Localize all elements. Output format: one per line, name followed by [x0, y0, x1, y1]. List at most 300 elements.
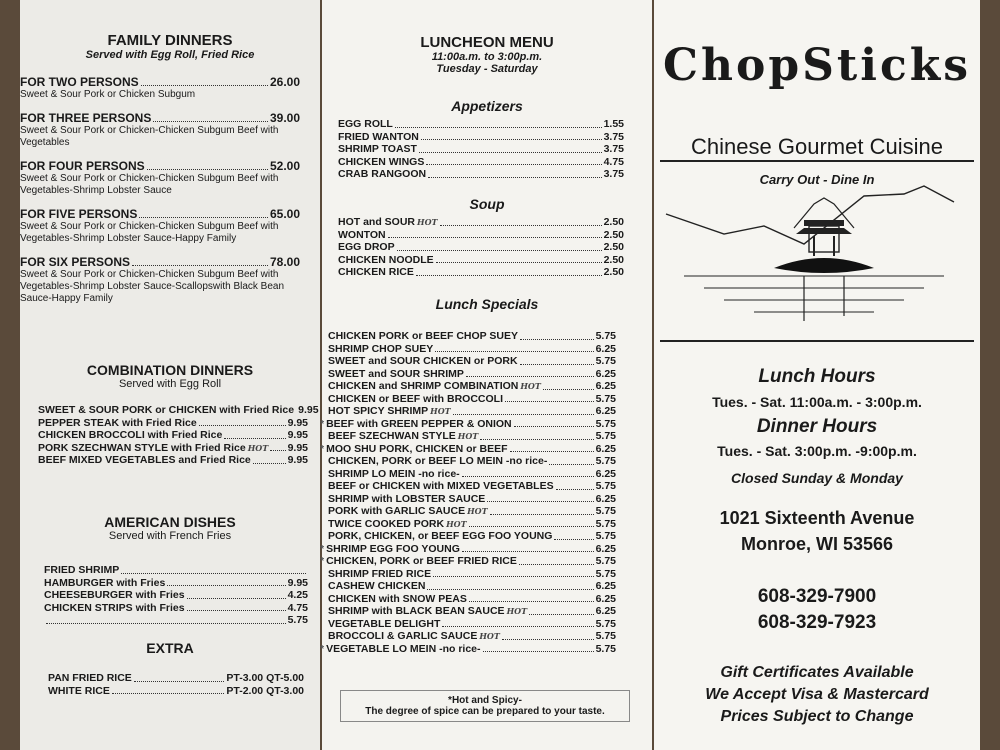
combination-dinners-section	[20, 362, 320, 467]
menu-item	[20, 111, 300, 149]
menu-item	[328, 468, 616, 481]
dot-leader	[141, 75, 268, 86]
menu-item	[48, 685, 304, 698]
menu-item-name: CHEESEBURGER with Fries	[44, 589, 185, 601]
dot-leader	[121, 564, 306, 574]
menu-item-price: 5.75	[595, 430, 616, 442]
menu-item-price: 2.50	[603, 266, 624, 278]
menu-item-price: 26.00	[269, 75, 300, 89]
dot-leader	[480, 430, 593, 440]
menu-item	[328, 430, 616, 443]
menu-item	[20, 207, 300, 245]
hot-mark: HOT	[479, 631, 500, 641]
hot-mark: HOT	[247, 442, 269, 453]
menu-item-name: SHRIMP with BLACK BEAN SAUCE	[328, 605, 505, 617]
menu-item	[328, 355, 616, 368]
address-city: Monroe, WI 53566	[740, 534, 894, 554]
dot-leader	[440, 216, 602, 226]
menu-item	[338, 229, 624, 242]
menu-item-row	[328, 343, 616, 356]
menu-item-price: 6.25	[595, 542, 616, 555]
menu-item-description: Sweet & Sour Pork or Chicken-Chicken Subgum Beef with Vegetables-Shrimp Lobster Sauce-Happy Family	[20, 221, 279, 244]
menu-item-price: 39.00	[269, 111, 300, 125]
menu-item-description: Sweet & Sour Pork or Chicken-Chicken Subgum Beef with Vegetables-Shrimp Lobster Sauce	[20, 173, 279, 196]
menu-item-row	[328, 618, 616, 631]
menu-item-name: CRAB RANGOON	[338, 168, 427, 180]
dot-leader	[428, 168, 601, 178]
menu-item-name: SHRIMP EGG FOO YOUNG	[326, 542, 460, 555]
menu-item-row	[338, 216, 624, 229]
luncheon-title: LUNCHEON MENU	[420, 34, 554, 51]
family-dinners-section	[20, 32, 320, 315]
extra-list	[48, 672, 304, 697]
menu-item-name: CHICKEN or BEEF with BROCCOLI	[328, 392, 503, 405]
menu-item-name: SWEET and SOUR SHRIMP	[328, 367, 464, 380]
menu-item	[38, 404, 319, 417]
menu-item	[38, 454, 308, 467]
menu-item-row	[320, 542, 616, 556]
menu-item	[338, 131, 624, 144]
lunch-hours-time: Tues. - Sat. 11:00a.m. - 3:00p.m.	[712, 394, 922, 410]
spicy-star: *	[320, 642, 325, 655]
menu-item-row	[44, 589, 308, 602]
dot-leader	[529, 605, 594, 615]
dot-leader	[519, 555, 594, 565]
menu-item-row	[38, 404, 319, 417]
menu-item	[320, 642, 616, 656]
menu-item-row	[20, 159, 300, 173]
dot-leader	[134, 672, 225, 682]
menu-item-price: 2.50	[603, 216, 624, 228]
menu-item-name: BROCCOLI & GARLIC SAUCE	[328, 630, 478, 642]
menu-item-price: 9.95	[287, 416, 308, 429]
dot-leader	[395, 118, 602, 128]
chopsticks-logo: ChopSticks	[663, 40, 971, 91]
menu-item-row	[328, 630, 616, 643]
menu-item	[44, 602, 308, 615]
service-type: Carry Out - Dine In	[759, 172, 875, 187]
menu-item-row	[328, 580, 616, 593]
menu-item	[320, 542, 616, 556]
menu-item-price: 5.75	[595, 567, 616, 580]
dot-leader	[505, 393, 594, 403]
menu-item-price: 5.75	[595, 617, 616, 630]
menu-item	[44, 577, 308, 590]
menu-item-price: 3.75	[603, 130, 624, 143]
menu-item	[338, 241, 624, 254]
menu-item-row	[320, 442, 616, 456]
menu-item-name: CHICKEN PORK or BEEF CHOP SUEY	[328, 330, 518, 342]
american-dishes-section	[20, 514, 320, 627]
menu-item-name: HOT and SOUR	[338, 216, 416, 228]
dot-leader	[153, 111, 268, 122]
menu-item-price: 2.50	[603, 253, 624, 266]
dot-leader	[487, 493, 593, 503]
dot-leader	[469, 593, 594, 603]
menu-item-row	[328, 368, 616, 381]
spicy-star: *	[320, 442, 325, 455]
menu-item	[328, 505, 616, 518]
menu-item-row	[338, 118, 624, 131]
menu-item	[328, 368, 616, 381]
hot-mark: HOT	[457, 431, 479, 441]
dot-leader	[224, 429, 285, 439]
menu-item-row	[20, 111, 300, 125]
menu-item-name: EGG ROLL	[338, 118, 393, 130]
menu-item-name: BEEF with GREEN PEPPER & ONION	[326, 417, 512, 430]
menu-item-row	[328, 605, 616, 618]
menu-item-price: 1.55	[603, 118, 624, 130]
menu-item-price: 5.75	[595, 530, 616, 542]
lunch-specials-list	[320, 330, 616, 655]
dot-leader	[453, 405, 594, 415]
menu-item-name: PORK, CHICKEN, or BEEF EGG FOO YOUNG	[328, 530, 553, 542]
dot-leader	[167, 577, 285, 587]
menu-item-row	[38, 417, 308, 430]
dot-leader	[543, 380, 594, 390]
combination-dinners-subtitle: Served with Egg Roll	[118, 378, 222, 390]
menu-item-name: BEEF SZECHWAN STYLE	[328, 430, 456, 442]
lunch-hours-title: Lunch Hours	[758, 366, 876, 387]
menu-item-price: 5.75	[595, 555, 616, 567]
menu-item-price: 65.00	[269, 207, 300, 221]
menu-item-name: FOR FIVE PERSONS	[20, 207, 138, 221]
menu-item-row	[328, 380, 616, 393]
menu-item	[328, 568, 616, 581]
dot-leader	[549, 455, 593, 465]
dinner-hours-time: Tues. - Sat. 3:00p.m. -9:00p.m.	[717, 443, 917, 459]
menu-item-name: CASHEW CHICKEN	[328, 580, 426, 592]
dot-leader	[435, 343, 593, 353]
menu-item	[328, 455, 616, 468]
menu-item-price: 5.75	[595, 480, 616, 492]
closed-days: Closed Sunday & Monday	[731, 470, 903, 486]
menu-item-price: 5.75	[595, 517, 616, 530]
dot-leader	[442, 618, 593, 628]
address-street: 1021 Sixteenth Avenue	[719, 508, 915, 528]
dot-leader	[187, 589, 286, 599]
phone-2: 608-329-7923	[757, 612, 877, 633]
menu-item	[328, 630, 616, 643]
menu-item	[328, 605, 616, 618]
menu-item	[328, 493, 616, 506]
dot-leader	[187, 602, 286, 612]
menu-item-name: WONTON	[338, 228, 386, 241]
dot-leader	[253, 454, 286, 464]
dot-leader	[419, 143, 602, 153]
appetizers-title: Appetizers	[451, 98, 523, 114]
menu-item-price: 4.75	[287, 601, 308, 614]
dot-leader	[436, 254, 602, 264]
menu-item	[338, 266, 624, 279]
dot-leader	[520, 355, 594, 365]
menu-item-name: HAMBURGER with Fries	[44, 576, 166, 589]
hot-mark: HOT	[417, 217, 438, 227]
menu-item-row	[328, 405, 616, 418]
menu-item	[328, 343, 616, 356]
spice-note-box	[340, 690, 630, 722]
menu-item-row	[328, 518, 616, 531]
menu-item-row	[44, 564, 308, 577]
menu-item	[338, 168, 624, 181]
menu-item	[338, 216, 624, 229]
hot-mark: HOT	[506, 606, 528, 616]
menu-item-description: Sweet & Sour Pork or Chicken Subgum	[20, 89, 196, 100]
menu-item	[328, 393, 616, 406]
soup-title: Soup	[469, 196, 505, 212]
menu-item	[328, 593, 616, 606]
dot-leader	[421, 131, 602, 141]
spicy-star: *	[320, 417, 325, 430]
menu-item-price: 2.50	[603, 241, 624, 253]
menu-item-name: BEEF MIXED VEGETABLES and Fried Rice	[38, 454, 251, 466]
menu-item-price: 9.95	[287, 429, 308, 441]
dot-leader	[483, 643, 594, 653]
menu-item	[328, 580, 616, 593]
spice-note-line2: The degree of spice can be prepared to your taste.	[365, 706, 605, 717]
menu-item	[20, 75, 300, 101]
menu-item-name: PAN FRIED RICE	[48, 672, 132, 684]
menu-item	[320, 442, 616, 456]
menu-item-name: SWEET and SOUR CHICKEN or PORK	[328, 355, 518, 367]
american-dishes-subtitle: Served with French Fries	[108, 530, 232, 542]
menu-item-row	[44, 577, 308, 590]
family-dinners-subtitle: Served with Egg Roll, Fried Rice	[85, 49, 255, 61]
menu-item-price: 5.75	[595, 330, 616, 342]
menu-item-name: VEGETABLE LO MEIN -no rice-	[326, 642, 481, 655]
menu-item-row	[328, 568, 616, 581]
menu-item-row	[320, 417, 616, 431]
hot-mark: HOT	[520, 381, 541, 391]
dot-leader	[199, 417, 286, 427]
menu-item-price: 6.25	[595, 405, 616, 417]
dot-leader	[426, 156, 601, 166]
menu-item-row	[20, 207, 300, 221]
family-dinners-list	[20, 75, 300, 305]
menu-item-name: SHRIMP CHOP SUEY	[328, 342, 434, 355]
menu-item-row	[328, 330, 616, 343]
menu-item-row	[48, 672, 304, 685]
menu-item-name: PORK with GARLIC SAUCE	[328, 505, 466, 517]
menu-item	[48, 672, 304, 685]
menu-item-price: 5.75	[595, 355, 616, 367]
menu-item-row	[338, 168, 624, 181]
dot-leader	[556, 480, 594, 490]
menu-item	[320, 417, 616, 431]
spicy-star: *	[320, 555, 325, 567]
lunch-specials-section	[322, 296, 652, 655]
divider-bottom	[660, 340, 974, 342]
hot-mark: HOT	[446, 518, 467, 529]
menu-item-row	[328, 480, 616, 493]
menu-item-price: 2.50	[603, 228, 624, 241]
dot-leader	[510, 443, 594, 453]
menu-item-row	[320, 642, 616, 656]
menu-item	[38, 442, 308, 455]
menu-item	[38, 417, 308, 430]
menu-item-price: 6.25	[595, 380, 616, 392]
menu-item	[44, 589, 308, 602]
menu-item-description: Sweet & Sour Pork or Chicken-Chicken Subgum Beef with Vegetables	[20, 125, 279, 148]
menu-item-price: 6.25	[595, 342, 616, 355]
dot-leader	[462, 543, 594, 553]
menu-item-price: 5.75	[595, 642, 616, 655]
menu-item-name: MOO SHU PORK, CHICKEN or BEEF	[326, 442, 508, 455]
menu-item-row	[328, 355, 616, 368]
spice-note-line1: *Hot and Spicy-	[448, 695, 522, 706]
dot-leader	[469, 518, 594, 528]
menu-item-price: 4.25	[287, 589, 308, 601]
appetizers-section	[322, 98, 652, 181]
menu-item	[328, 380, 616, 393]
menu-item-name: FOR THREE PERSONS	[20, 111, 152, 125]
menu-item-price: 52.00	[269, 159, 300, 173]
menu-item-row	[38, 429, 308, 442]
extra-title: EXTRA	[146, 640, 194, 656]
menu-item	[328, 530, 616, 543]
menu-item-price: PT-2.00 QT-3.00	[226, 684, 304, 697]
menu-item-name: FOR FOUR PERSONS	[20, 159, 145, 173]
menu-item-price: 6.25	[595, 367, 616, 380]
menu-item	[328, 518, 616, 531]
dot-leader	[554, 530, 593, 540]
menu-item-name: CHICKEN, PORK or BEEF FRIED RICE	[326, 555, 517, 567]
menu-item	[338, 254, 624, 267]
menu-item-row	[328, 430, 616, 443]
menu-item-row	[44, 602, 308, 615]
menu-item-name: CHICKEN STRIPS with Fries	[44, 601, 185, 614]
menu-item-price: PT-3.00 QT-5.00	[226, 672, 304, 684]
dot-leader	[462, 468, 594, 478]
menu-item-name: CHICKEN BROCCOLI with Fried Rice	[38, 429, 223, 441]
menu-item-row	[20, 255, 300, 269]
appetizers-list	[338, 118, 624, 181]
dot-leader	[270, 442, 285, 452]
dot-leader	[46, 614, 286, 624]
menu-item	[38, 429, 308, 442]
menu-item-name: FRIED SHRIMP	[44, 564, 120, 576]
dot-leader	[112, 685, 225, 695]
menu-item	[320, 555, 616, 568]
menu-item-name: CHICKEN RICE	[338, 266, 414, 278]
menu-item-description: Sweet & Sour Pork or Chicken-Chicken Subgum Beef with Vegetables-Shrimp Lobster Sauce-Scallopswith Black Bean Sauce-Happy Family	[20, 269, 285, 304]
dot-leader	[416, 266, 602, 276]
menu-item	[338, 143, 624, 156]
menu-item	[328, 330, 616, 343]
menu-item-name: CHICKEN, PORK or BEEF LO MEIN -no rice-	[328, 455, 548, 467]
menu-item-row	[338, 229, 624, 242]
menu-item-price: 5.75	[595, 417, 616, 430]
menu-item	[20, 159, 300, 197]
menu-item-price: 3.75	[603, 143, 624, 155]
menu-item	[44, 614, 308, 627]
luncheon-header	[322, 34, 652, 75]
pagoda-illustration	[664, 176, 964, 326]
footer-cards: We Accept Visa & Mastercard	[705, 686, 929, 703]
dot-leader	[397, 241, 602, 251]
menu-item-price: 3.75	[603, 168, 624, 180]
menu-item-name: BEEF or CHICKEN with MIXED VEGETABLES	[328, 480, 554, 492]
menu-item-name: FOR TWO PERSONS	[20, 75, 139, 89]
menu-item-row	[320, 555, 616, 568]
menu-item-row	[38, 442, 308, 455]
menu-item-name: FOR SIX PERSONS	[20, 255, 131, 269]
soup-list	[338, 216, 624, 279]
menu-item-row	[328, 468, 616, 481]
menu-item-row	[38, 454, 308, 467]
menu-item-name: WHITE RICE	[48, 684, 110, 697]
menu-item	[338, 156, 624, 169]
menu-item-price: 6.25	[595, 492, 616, 505]
luncheon-hours: 11:00a.m. to 3:00p.m.	[431, 51, 543, 63]
menu-item-price: 6.25	[595, 467, 616, 480]
menu-item	[328, 405, 616, 418]
footer-gift-certificates: Gift Certificates Available	[720, 664, 914, 681]
divider-top	[660, 160, 974, 162]
menu-item-name: CHICKEN NOODLE	[338, 253, 434, 266]
menu-item-row	[44, 614, 308, 627]
phone-1: 608-329-7900	[757, 586, 877, 607]
menu-item-name: SWEET & SOUR PORK or CHICKEN with Fried Rice	[38, 404, 295, 416]
dot-leader	[520, 330, 594, 340]
menu-item-name: TWICE COOKED PORK	[328, 517, 445, 530]
menu-item-row	[338, 241, 624, 254]
dot-leader	[139, 207, 268, 218]
dot-leader	[466, 368, 594, 378]
menu-item-name: HOT SPICY SHRIMP	[328, 405, 429, 417]
spicy-star: *	[320, 542, 325, 555]
brand-tagline: Chinese Gourmet Cuisine	[691, 134, 943, 159]
dot-leader	[147, 159, 268, 170]
menu-item-name: FRIED WANTON	[338, 130, 419, 143]
menu-item-price: 5.75	[595, 455, 616, 467]
menu-item-name: SHRIMP with LOBSTER SAUCE	[328, 492, 486, 505]
menu-item-row	[328, 493, 616, 506]
menu-item-name: SHRIMP TOAST	[338, 143, 417, 155]
menu-item-price: 5.75	[595, 630, 616, 642]
lunch-specials-title: Lunch Specials	[435, 296, 539, 312]
dot-leader	[427, 580, 593, 590]
menu-item-price: 9.95	[298, 404, 319, 416]
menu-item-price: 5.75	[595, 505, 616, 517]
dot-leader	[388, 229, 602, 239]
dot-leader	[502, 630, 594, 640]
menu-item-price: 6.25	[595, 580, 616, 592]
menu-item-row	[48, 685, 304, 698]
combination-dinners-list	[38, 404, 319, 467]
menu-item-price: 5.75	[287, 614, 308, 626]
menu-item-price: 6.25	[595, 442, 616, 455]
left-menu-panel	[20, 0, 320, 750]
menu-item-name: CHICKEN and SHRIMP COMBINATION	[328, 380, 519, 392]
menu-item-name: PORK SZECHWAN STYLE with Fried Rice	[38, 441, 246, 454]
menu-item	[20, 255, 300, 305]
menu-item-row	[338, 254, 624, 267]
menu-item-name: CHICKEN with SNOW PEAS	[328, 592, 467, 605]
soup-section	[322, 196, 652, 279]
menu-item-row	[338, 266, 624, 279]
menu-item-name: CHICKEN WINGS	[338, 155, 425, 168]
menu-item-row	[328, 530, 616, 543]
menu-item-row	[328, 455, 616, 468]
menu-item-row	[328, 505, 616, 518]
menu-item-row	[328, 593, 616, 606]
dot-leader	[490, 505, 594, 515]
menu-item-name: VEGETABLE DELIGHT	[328, 617, 441, 630]
menu-item-price: 9.95	[287, 576, 308, 589]
menu-item	[328, 480, 616, 493]
menu-item-name: SHRIMP FRIED RICE	[328, 567, 432, 580]
